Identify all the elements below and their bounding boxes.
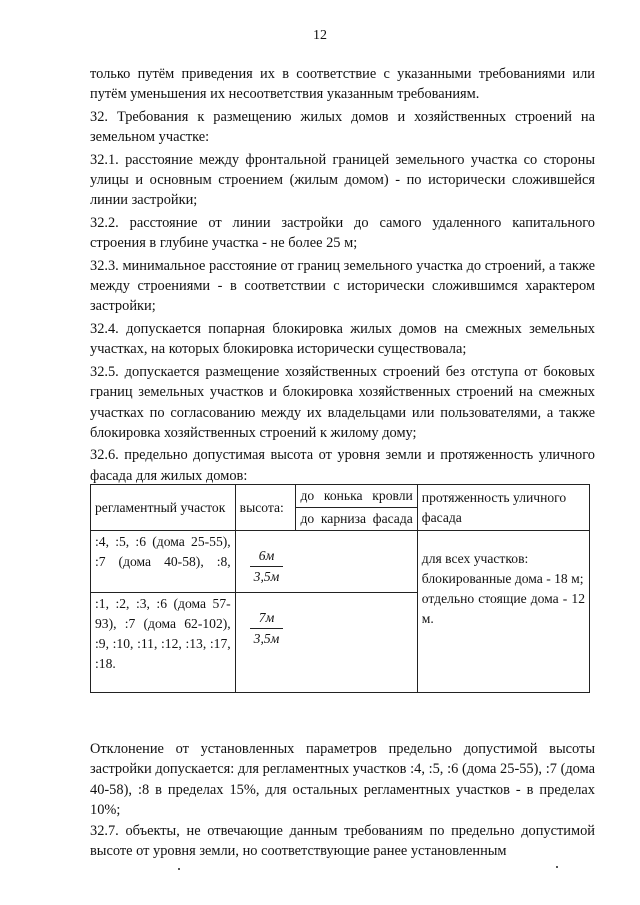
paragraph-32-7: 32.7. объекты, не отвечающие данным требованиям по предельно допустимой высоте от уровня земли, но соответствующие ранее установленным — [90, 822, 595, 860]
page-number: 12 — [313, 28, 327, 43]
row-section: :1, :2, :3, :6 (дома 57-93), :7 (дома 62-102), :9, :10, :11, :12, :13, :17, :18. — [91, 593, 236, 693]
paragraph-32-4: 32.4. допускается попарная блокировка жилых домов на смежных земельных участках, на которых блокировка исторически существовала; — [90, 320, 595, 358]
cornice-height: 3,5м — [253, 569, 280, 584]
ridge-height: 6м — [250, 546, 284, 567]
height-fraction — [250, 546, 284, 587]
cornice-height: 3,5м — [253, 631, 280, 646]
paragraph-32-1: 32.1. расстояние между фронтальной границей земельного участка со стороны улицы и основным строением (жилым домом) - по исторически сложившейся линии застройки; — [90, 151, 595, 209]
paragraph-32-5: 32.5. допускается размещение хозяйственных строений без отступа от боковых границ земельных участков и блокировка хозяйственных строений на смежных участках по согласованию между их владельцами или пользователями, а также блокировка хозяйственных строений к жилому дому; — [90, 363, 595, 441]
row-height — [235, 593, 417, 693]
header-cornice: до карниза фасада — [296, 508, 417, 531]
header-ridge: до конька кровли — [296, 485, 417, 508]
row-height — [235, 531, 417, 593]
length-note-line: блокированные дома - 18 м; — [421, 571, 584, 586]
paragraph-deviation: Отклонение от установленных параметров предельно допустимой высоты застройки допускается: для регламентных участков :4, :5, :6 (дома 25-55), :7 (дома 40-58), :8 в пределах 15%, для остальных регламентных участков - в пределах 10%; — [90, 741, 595, 819]
header-section: регламентный участок — [91, 485, 236, 531]
paragraph-32-3: 32.3. минимальное расстояние от границ земельного участка до строений, а также между строениями - в соответствии с исторически сложившимся характером застройки; — [90, 257, 595, 315]
paragraph-32-6: 32.6. предельно допустимая высота от уровня земли и протяженность уличного фасада для жилых домов: — [90, 447, 595, 484]
table-header-row — [91, 485, 590, 508]
after-table-text — [90, 739, 595, 861]
header-length: протяженность уличного фасада — [417, 485, 589, 531]
height-fraction — [250, 608, 284, 649]
height-requirements-table — [90, 484, 590, 693]
row-section: :4, :5, :6 (дома 25-55), :7 (дома 40-58), :8, — [91, 531, 236, 593]
length-note-line: для всех участков: — [421, 551, 529, 566]
scan-dot — [556, 866, 558, 868]
length-note-line: отдельно стоящие дома - 12 м. — [421, 591, 585, 626]
ridge-height: 7м — [250, 608, 284, 629]
table-row — [91, 531, 590, 593]
scan-dot — [178, 868, 180, 870]
length-note — [417, 531, 589, 693]
paragraph-intro: только путём приведения их в соответствие с указанными требованиями или путём уменьшения их несоответствия указанным требованиям. — [90, 66, 595, 103]
body-text — [90, 64, 595, 486]
paragraph-32: 32. Требования к размещению жилых домов и хозяйственных строений на земельном участке: — [90, 108, 595, 146]
paragraph-32-2: 32.2. расстояние от линии застройки до самого удаленного капитального строения в глубине участка - не более 25 м; — [90, 214, 595, 252]
header-height: высота: — [235, 485, 296, 531]
